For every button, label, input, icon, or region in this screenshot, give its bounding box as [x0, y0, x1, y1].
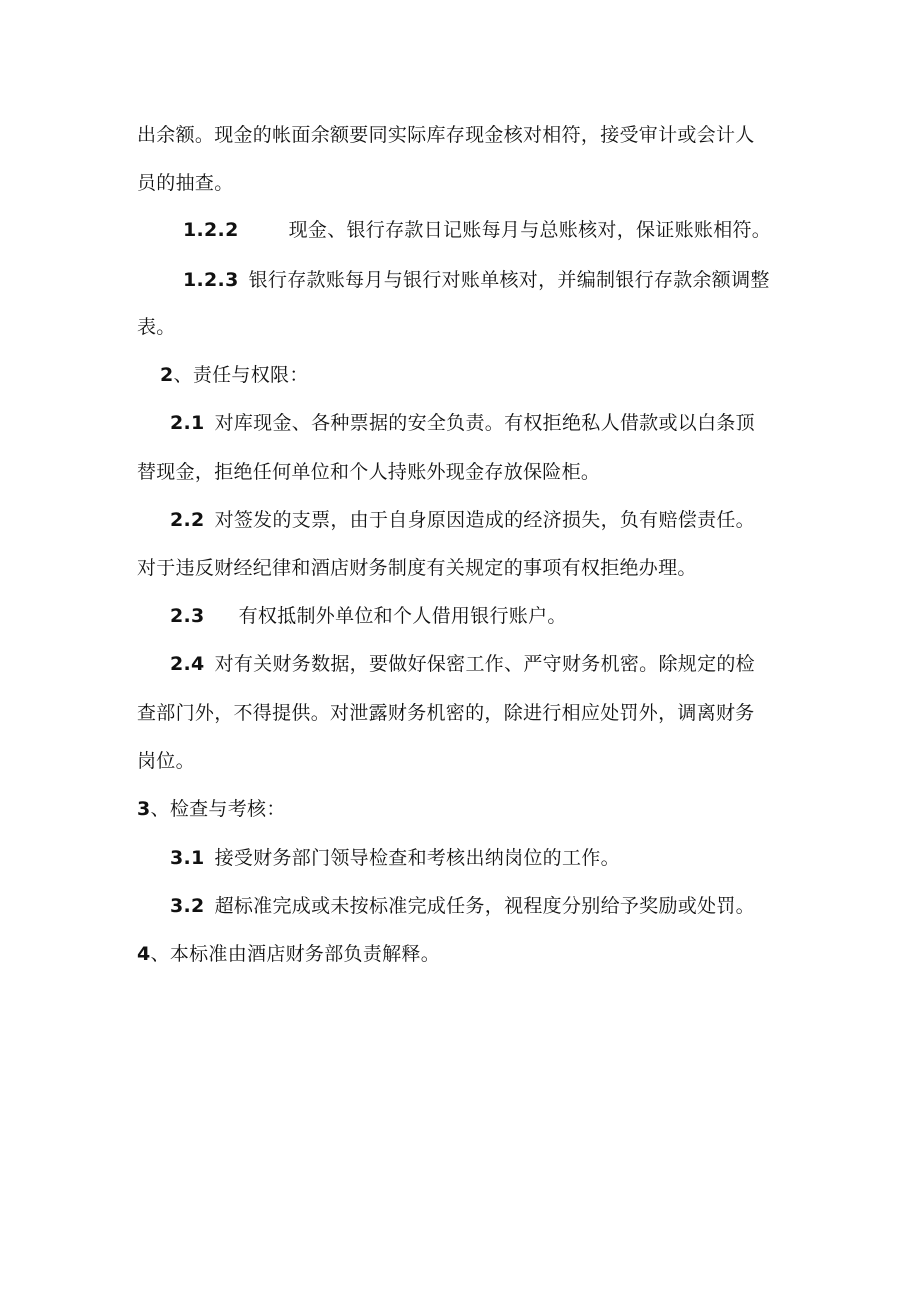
section-text: 、本标准由酒店财务部负责解释。 — [150, 943, 441, 965]
item-1-2-3-line-2: 表。 — [137, 316, 176, 338]
section-number: 2 — [160, 364, 174, 386]
section-2-heading — [160, 362, 309, 388]
section-number: 3 — [137, 798, 151, 820]
item-3-1 — [170, 845, 620, 871]
section-3-heading — [137, 796, 286, 822]
intro-line-2: 员的抽查。 — [137, 172, 234, 194]
item-1-2-2 — [183, 217, 771, 243]
item-number: 3.2 — [170, 895, 205, 917]
item-number: 2.1 — [170, 412, 205, 434]
item-2-4 — [170, 651, 755, 677]
item-number: 1.2.2 — [183, 219, 239, 241]
section-4-line — [137, 941, 440, 967]
item-2-1-line-2: 替现金，拒绝任何单位和个人持账外现金存放保险柜。 — [137, 461, 601, 483]
section-title: 、责任与权限： — [173, 364, 309, 386]
item-text: 对签发的支票，由于自身原因造成的经济损失，负有赔偿责任。 — [214, 509, 755, 531]
item-text: 对有关财务数据，要做好保密工作、严守财务机密。除规定的检 — [214, 653, 755, 675]
item-text: 有权抵制外单位和个人借用银行账户。 — [238, 605, 567, 627]
item-number: 2.4 — [170, 653, 205, 675]
intro-line-1: 出余额。现金的帐面余额要同实际库存现金核对相符，接受审计或会计人 — [137, 124, 755, 146]
item-1-2-3 — [183, 267, 770, 293]
item-2-3 — [170, 603, 567, 629]
item-3-2 — [170, 893, 755, 919]
item-number: 2.3 — [170, 605, 205, 627]
item-text: 对库现金、各种票据的安全负责。有权拒绝私人借款或以白条顶 — [214, 412, 755, 434]
item-2-1 — [170, 410, 755, 436]
section-number: 4 — [137, 943, 151, 965]
item-text: 接受财务部门领导检查和考核出纳岗位的工作。 — [214, 847, 620, 869]
item-number: 3.1 — [170, 847, 205, 869]
item-2-4-line-3: 岗位。 — [137, 750, 195, 772]
item-2-4-line-2: 查部门外，不得提供。对泄露财务机密的，除进行相应处罚外，调离财务 — [137, 702, 755, 724]
item-number: 2.2 — [170, 509, 205, 531]
item-2-2-line-2: 对于违反财经纪律和酒店财务制度有关规定的事项有权拒绝办理。 — [137, 557, 697, 579]
item-2-2 — [170, 507, 755, 533]
item-number: 1.2.3 — [183, 269, 239, 291]
item-text: 现金、银行存款日记账每月与总账核对，保证账账相符。 — [288, 219, 772, 241]
item-text: 银行存款账每月与银行对账单核对，并编制银行存款余额调整 — [248, 269, 770, 291]
section-title: 、检查与考核： — [150, 798, 286, 820]
item-text: 超标准完成或未按标准完成任务，视程度分别给予奖励或处罚。 — [214, 895, 755, 917]
